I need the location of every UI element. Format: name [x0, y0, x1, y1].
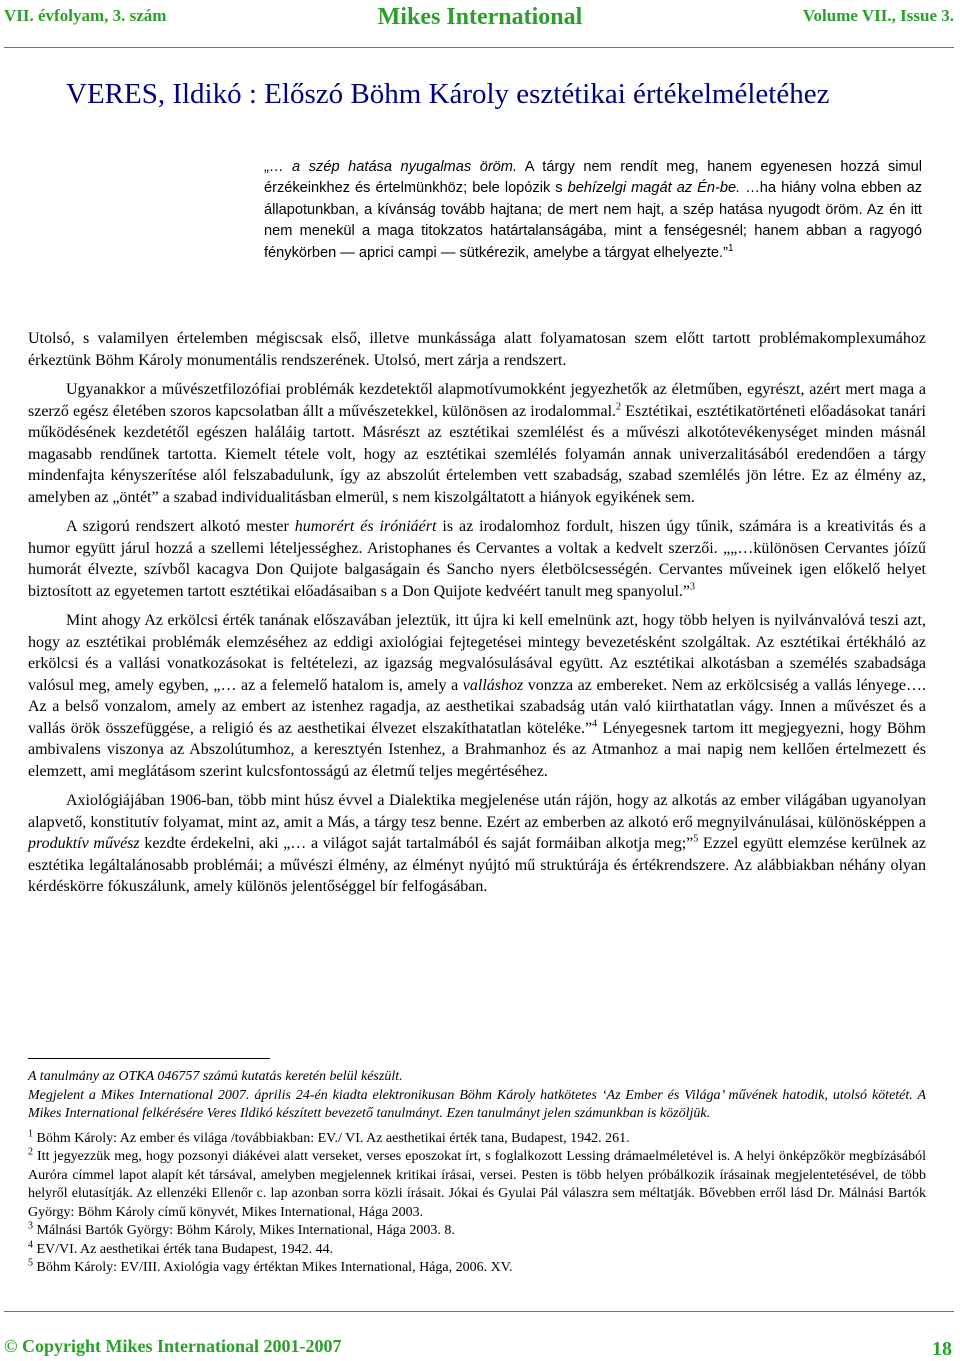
quote-italic: a szép hatása nyugalmas öröm.: [292, 159, 518, 175]
footnote-ref[interactable]: 3: [690, 581, 696, 593]
paragraph-text: is az irodalomhoz fordult, hiszen úgy tűnik, számára is a kreativitás és a humor együtt járul hozzá a szellemi lételjességhez. Aristophanes és Cervantes a voltak a kedvelt szerzői. „„…különösen Cervantes jóízű humorát élvezte, szívből kacagva Don Quijote balgaságain és Sancho nyers életbölcsességén. Cervantes műveinek igen előkelő helyet biztosított az egyetemen tartott esztétikai előadásaiban s a Don Quijote kedvéért tanult meg spanyolul.”: [28, 518, 927, 600]
footnote-ref[interactable]: 2: [616, 401, 622, 413]
paragraph-text: Lényegesnek tartom itt megjegyezni, hogy Böhm ambivalens viszonya az Abszolútumhoz, a keresztyén Istenhez, a Brahmanhoz és az Atmanhoz a mai napig nem kellően értelmezett és elemzett, ami meglátásom szerint kulcsfontosságú az életmű teljes megértéséhez.: [28, 719, 926, 780]
quote-text: „…: [264, 159, 293, 175]
footnote-2: [28, 1148, 926, 1222]
footnote-number: 2: [28, 1146, 33, 1158]
quote-text: A tárgy nem rendít meg, hanem egyenesen hozzá simul érzékeinkhez és értelmünkhöz; bele lopózik s: [264, 159, 922, 197]
paragraph-text: Esztétikai, esztétikatörténeti előadásokat tanári működésének kezdetétől egészen haláláig tartott. Másrészt az esztétikai szemlélést és a művészi alkotótevékenységet minden másnál magasabb rendűnek tartotta. Kiemelt tétele volt, hogy az esztétikai szemlélés folyamán annak univerzalitásából eredendően a tárgy mindenfajta kényszerítése alól felszabadulunk, így az abszolút értelemben vett szabadság, szabad szemlélés jön létre. Ez az élmény az, amelyben az „öntét” a szabad individualitásban elmerül, s nem kiszolgáltatott a hiányok egyikének sem.: [28, 402, 927, 506]
footnote-3: [28, 1222, 926, 1241]
footnote-text: EV/VI. Az aesthetikai érték tana Budapest, 1942. 44.: [33, 1241, 334, 1257]
footnote-text: Böhm Károly: EV/III. Axiológia vagy értéktan Mikes International, Hága, 2006. XV.: [33, 1260, 513, 1275]
article-title: VERES, Ildikó : Előszó Böhm Károly esztétikai értékelméletéhez: [66, 78, 830, 110]
page-number: 18: [932, 1338, 952, 1360]
footnote-1: [28, 1127, 926, 1149]
footnote-number: 5: [28, 1257, 33, 1269]
quote-italic: behízelgi magát az Én-be.: [567, 180, 741, 197]
paragraph-4: [28, 610, 926, 782]
footnote-separator: [28, 1058, 270, 1059]
paragraph-2: [28, 379, 926, 508]
header-publication-name: Mikes International: [377, 4, 583, 30]
paragraph-text: kezdte érdekelni, aki „… a világot saját tartalmából és saját formáiban alkotja meg;”: [139, 835, 694, 852]
footnote-text: Itt jegyezzük meg, hogy pozsonyi diákévei alatt verseket, verses eposzokat írt, s foglalkozott Lessing drámaelméletével is. A helyi önképzőkör megbízásából Auróra címmel lapot alapít két társával, amelyben megjelennek kritikai írásai, versei. Pesten is több helyen próbálkozik írásainak megjelentetésével, de több helyről elutasítják. Az ellenzéki Ellenőr c. lap azonban sorra közli írásait. Jókai és Gyulai Pál válaszra sem méltatják. Bővebben erről lásd Dr. Málnási Bartók György: Böhm Károly című könyvét, Mikes International, Hága 2003.: [28, 1149, 926, 1220]
paragraph-italic: valláshoz: [462, 676, 524, 694]
paragraph-text: Axiológiájában 1906-ban, több mint húsz évvel a Dialektika megjelenése után rájön, hogy az alkotás az ember világában ugyanolyan alapvető, konstitutív folyamat, mint az, amit a Más, a tárgy tesz benne. Ezért az emberben az alkotó erő megnyilvánulásai, különösképpen a: [28, 792, 926, 831]
footnote-4: [28, 1238, 926, 1260]
footer-rule: [4, 1311, 954, 1312]
paragraph-3: [28, 516, 926, 602]
footnotes: [28, 1068, 926, 1278]
paragraph-text: Mint ahogy Az erkölcsi érték tanának előszavában jeleztük, itt újra ki kell emelnünk azt, hogy több helyen is nyilvánvalóvá teszi azt, hogy az esztétikai problémák elemzéséhez az eddigi axiológiai fejtegetései mintegy bevezetésként szolgáltak. Az esztétikai értékháló az erkölcsi és a vallási vonatkozásokat is feltételezi, az igazság megvalósulásával együtt. Az esztétikai alkotásban a személés szabadsága valósul meg, amely egyben, „… az a felemelő hatalom is, amely a: [28, 612, 926, 694]
article-body: [28, 328, 926, 906]
header-rule: [4, 47, 954, 48]
note-funding: A tanulmány az OTKA 046757 számú kutatás keretén belül készült.: [28, 1069, 403, 1084]
footnote-text: Málnási Bartók György: Böhm Károly, Mikes International, Hága 2003. 8.: [33, 1223, 455, 1238]
header-volume-hu: VII. évfolyam, 3. szám: [4, 6, 167, 25]
footnote-5: [28, 1259, 926, 1278]
footnote-ref[interactable]: 4: [592, 718, 598, 730]
epigraph-quote: [264, 157, 922, 264]
paragraph-5: [28, 790, 926, 898]
paragraph-1: Utolsó, s valamilyen értelemben mégiscsak első, illetve munkássága alatt folyamatosan szem előtt tartott problémakomplexumához érkeztünk Böhm Károly monumentális rendszerének. Utolsó, mert zárja a rendszert.: [28, 330, 926, 369]
note-publication: Megjelent a Mikes International 2007. április 24-én kiadta elektronikusan Böhm Károly hatkötetes ‘Az Ember és Világa’ művének hatodik, utolsó kötetét. A Mikes International felkérésére Veres Ildikó készített bevezető tanulmányt. Ezen tanulmányt jelen számunkban is közöljük.: [28, 1087, 926, 1121]
paragraph-italic: produktív művész: [28, 835, 140, 852]
footnote-number: 3: [28, 1220, 33, 1232]
footnote-ref[interactable]: 1: [727, 242, 734, 254]
paragraph-text: vonzza az embereket. Nem az erkölcsiség a vallás lényege…. Az a belső vonzalom, amely az embert az istenhez ragadja, az aesthetikai szabadság után való kiirthatatlan vágy. Innen a művészet és a vallás örök összefüggése, a religió és az aesthetikai élvezet elszakíthatatlan köteléke.”: [28, 676, 926, 737]
footnote-text: Böhm Károly: Az ember és világa /továbbiakban: EV./ VI. Az aesthetikai érték tana, Budapest, 1942. 261.: [33, 1130, 630, 1146]
paragraph-text: Ugyanakkor a művészetfilozófiai problémák kezdetektől alapmotívumokként jegyezhetők az életműben, egyrészt, azért mert maga a szerző egész életében szoros kapcsolatban állt a művészetekkel, különösen az irodalommal.: [28, 381, 926, 420]
paragraph-italic: humorért és iróniáért: [294, 518, 437, 535]
footnote-number: 1: [28, 1127, 33, 1139]
footnote-number: 4: [28, 1238, 33, 1250]
page-header: [0, 4, 960, 34]
paragraph-text: Ezzel együtt elemzése kerülnek az esztétika legáltalánosabb problémái; a művészi élmény, az élményt nyújtó mű struktúrája és értékrendszere. Az alábbiakban néhány olyan kérdéskörre fókuszálunk, amely különös jelentőséggel bír felfogásában.: [28, 835, 926, 895]
quote-text: …ha hiány volna ebben az állapotunkban, a kívánság tovább hajtana; de mert nem hajt, a szép hatása nyugodt öröm. Az én itt nem menekül a maga titokzatos határtalanságába, mint a fenségesnél; hanem abban a ragyogó fénykörben — aprici campi — sütkérezik, amelybe a tárgyat elhelyezte.”: [264, 180, 922, 261]
header-volume-en: Volume VII., Issue 3.: [802, 6, 954, 25]
footer-copyright: © Copyright Mikes International 2001-2007: [4, 1336, 342, 1356]
footnote-ref[interactable]: 5: [693, 833, 699, 845]
paragraph-text: A szigorú rendszert alkotó mester: [66, 518, 295, 535]
